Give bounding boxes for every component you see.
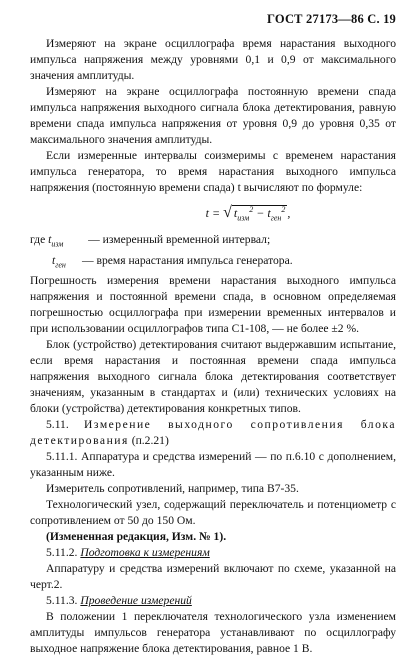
legend-text: — измеренный временной интервал; bbox=[88, 233, 271, 247]
paragraph: Измеряют на экране осциллографа время нарастания выходного импульса напряжения между уровнями 0,1 и 0,9 от максимального значения амплитуды. bbox=[30, 37, 396, 82]
legend-gde: где bbox=[30, 233, 46, 247]
paragraph: В положении 1 переключателя технологического узла изменением амплитуды импульсов генератора устанавливают по осциллографу выходное напряжение блока детектирования, равное 1 В. bbox=[30, 610, 396, 656]
legend-symbol: $t_{изм}$ bbox=[48, 233, 64, 249]
section-heading: 5.11. Измерение выходного сопротивления блока детектирования (п.2.21) bbox=[30, 418, 396, 448]
document-body bbox=[30, 36, 396, 657]
subsection-heading: 5.11.3. Проведение измерений bbox=[46, 594, 192, 608]
paragraph: Аппаратуру и средства измерений включают по схеме, указанной на черт.2. bbox=[30, 562, 396, 592]
amendment-note: (Измененная редакция, Изм. № 1). bbox=[46, 530, 227, 544]
radicand: $t_{изм}^2 - t_{ген}^2$ bbox=[233, 205, 286, 223]
formula: t = √ $t_{изм}^2 - t_{ген}^2$ , bbox=[205, 204, 291, 223]
legend-text: — время нарастания импульса генератора. bbox=[82, 253, 293, 267]
page-header: ГОСТ 27173—86 С. 19 bbox=[267, 12, 396, 26]
paragraph: Блок (устройство) детектирования считают выдержавшим испытание, если время нарастания и постоянная времени спада импульса напряжения выходного сигнала блока детектирования соответствует значениям, указанным в стандартах и (или) технических условиях на блоки (устройства) детектирования конкретных типов. bbox=[30, 338, 396, 416]
sqrt-symbol: √ bbox=[223, 204, 232, 221]
paragraph: Измеритель сопротивлений, например, типа В7-35. bbox=[46, 482, 299, 496]
formula-legend bbox=[30, 232, 396, 273]
paragraph: Погрешность измерения времени нарастания выходного импульса напряжения и постоянной времени спада, в основном определяемая погрешностью осциллографа при измерении временных интервалов и при использовании осциллографов типа С1-108, — не более ±2 %. bbox=[30, 274, 396, 336]
paragraph: 5.11.1. Аппаратура и средства измерений — по п.6.10 с дополнением, указанным ниже. bbox=[30, 450, 396, 480]
paragraph: Измеряют на экране осциллографа постоянную времени спада импульса напряжения выходного сигнала блока детектирования, равную времени спада импульса напряжения от уровня 0,9 до уровня 0,35 от максимального значения амплитуды. bbox=[30, 85, 396, 146]
paragraph: Технологический узел, содержащий переключатель и потенциометр с сопротивлением от 50 до 150 Ом. bbox=[30, 498, 396, 528]
paragraph: Если измеренные интервалы соизмеримы с временем нарастания импульса генератора, то время нарастания выходного импульса напряжения (постоянную времени спада) t вычисляют по формуле: bbox=[30, 149, 396, 194]
subsection-heading: 5.11.2. Подготовка к измерениям bbox=[46, 546, 210, 560]
legend-symbol: $t_{ген}$ bbox=[52, 253, 66, 270]
